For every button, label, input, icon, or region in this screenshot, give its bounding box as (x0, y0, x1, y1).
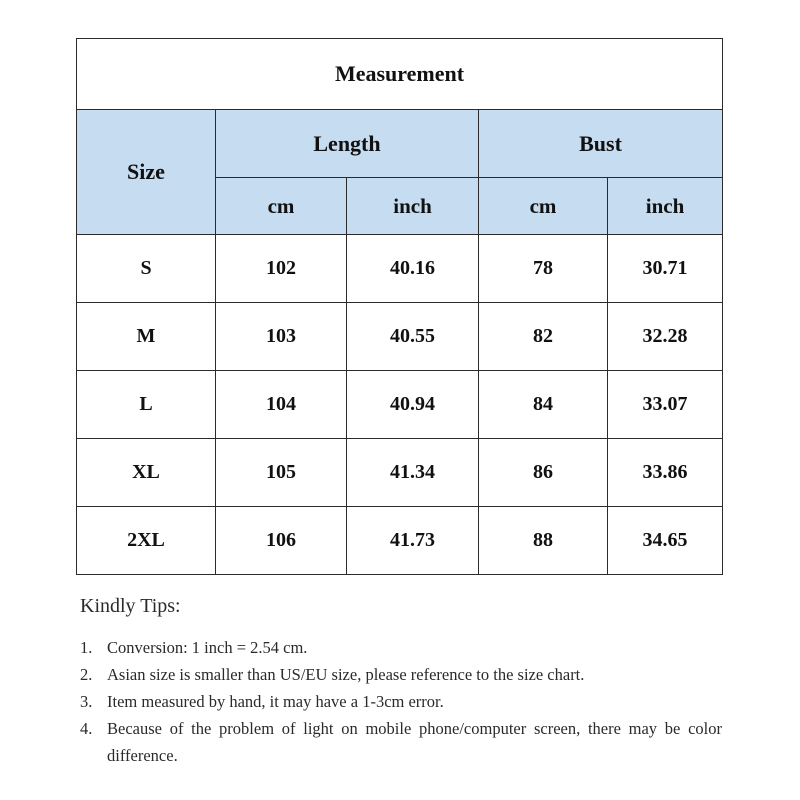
length-cm-cell: 105 (216, 439, 347, 507)
bust-inch-cell: 30.71 (608, 235, 723, 303)
table-row (77, 371, 723, 439)
measurement-table (76, 38, 723, 575)
length-inch-cell: 40.94 (347, 371, 479, 439)
length-inch-cell: 40.16 (347, 235, 479, 303)
bust-cm-cell: 88 (479, 507, 608, 575)
length-inch-cell: 41.34 (347, 439, 479, 507)
tip-text: Conversion: 1 inch = 2.54 cm. (107, 638, 308, 657)
tip-item (80, 715, 722, 769)
bust-cm-cell: 82 (479, 303, 608, 371)
bust-group-header: Bust (479, 110, 723, 178)
table-row (77, 507, 723, 575)
length-group-header: Length (216, 110, 479, 178)
bust-inch-cell: 33.86 (608, 439, 723, 507)
table-row (77, 303, 723, 371)
kindly-tips (80, 592, 722, 769)
length-inch-cell: 41.73 (347, 507, 479, 575)
size-cell: S (77, 235, 216, 303)
tip-number: 1. (80, 638, 93, 657)
table-row (77, 439, 723, 507)
size-cell: XL (77, 439, 216, 507)
size-cell: 2XL (77, 507, 216, 575)
bust-inch-cell: 32.28 (608, 303, 723, 371)
length-inch-header: inch (347, 178, 479, 235)
length-cm-cell: 104 (216, 371, 347, 439)
bust-cm-cell: 78 (479, 235, 608, 303)
length-inch-cell: 40.55 (347, 303, 479, 371)
size-cell: L (77, 371, 216, 439)
length-cm-cell: 103 (216, 303, 347, 371)
tip-item (80, 661, 722, 688)
tip-item (80, 634, 722, 661)
length-cm-cell: 106 (216, 507, 347, 575)
length-cm-header: cm (216, 178, 347, 235)
tips-title: Kindly Tips: (80, 595, 181, 617)
tip-item (80, 688, 722, 715)
tip-text: Asian size is smaller than US/EU size, please reference to the size chart. (107, 665, 585, 684)
bust-cm-header: cm (479, 178, 608, 235)
table-title: Measurement (77, 39, 723, 110)
tip-number: 2. (80, 665, 93, 684)
size-column-header: Size (77, 110, 216, 235)
bust-inch-cell: 34.65 (608, 507, 723, 575)
tip-number: 4. (80, 719, 93, 738)
tips-list (80, 634, 722, 769)
bust-inch-cell: 33.07 (608, 371, 723, 439)
tip-number: 3. (80, 692, 93, 711)
bust-inch-header: inch (608, 178, 723, 235)
table-row (77, 235, 723, 303)
bust-cm-cell: 84 (479, 371, 608, 439)
length-cm-cell: 102 (216, 235, 347, 303)
bust-cm-cell: 86 (479, 439, 608, 507)
tip-text: Item measured by hand, it may have a 1-3cm error. (107, 692, 444, 711)
size-cell: M (77, 303, 216, 371)
tip-text: Because of the problem of light on mobile phone/computer screen, there may be color difference. (107, 719, 722, 765)
